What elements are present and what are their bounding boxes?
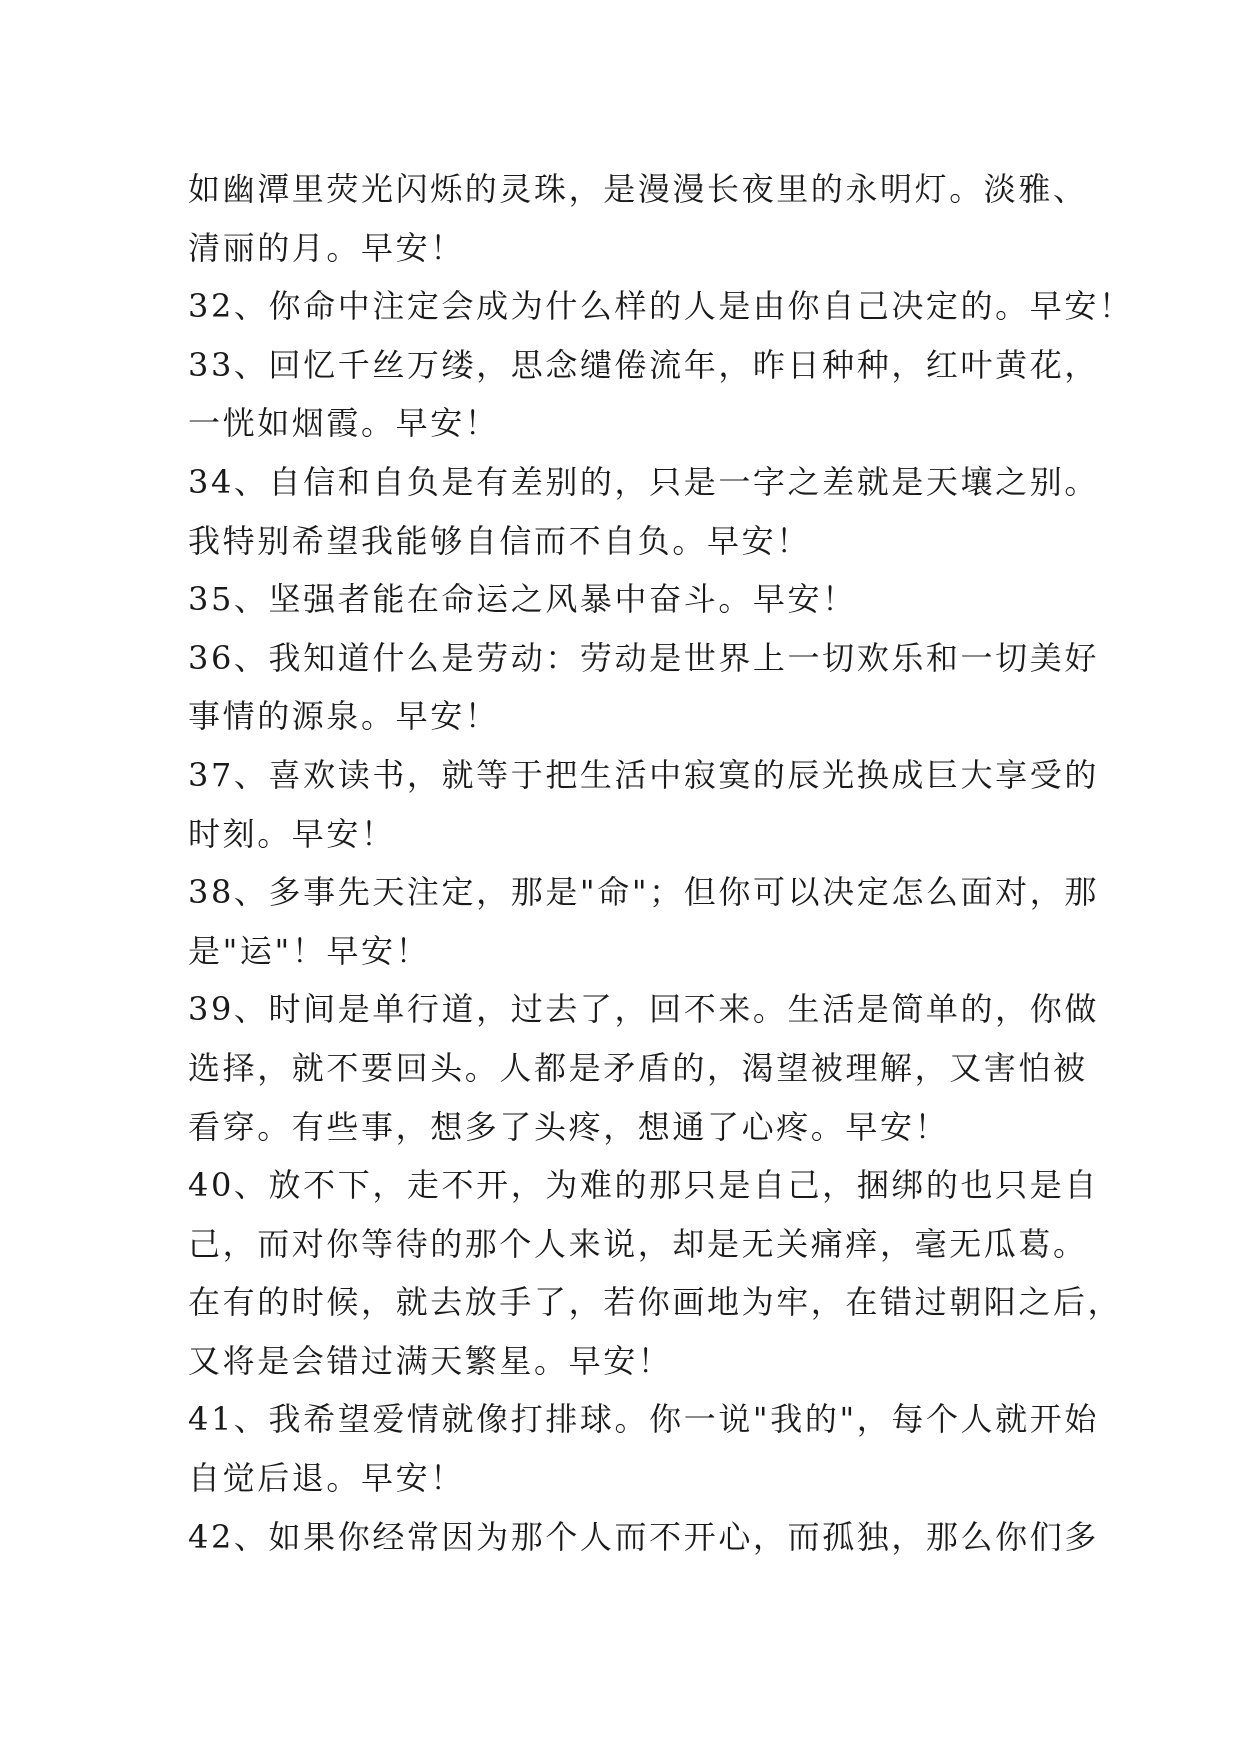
text-line: 37、喜欢读书，就等于把生活中寂寞的辰光换成巨大享受的 bbox=[188, 755, 1099, 794]
text-line: 时刻。早安！ bbox=[188, 814, 396, 853]
text-line: 39、时间是单行道，过去了，回不来。生活是简单的，你做 bbox=[188, 990, 1099, 1029]
text-line: 自觉后退。早安！ bbox=[188, 1459, 465, 1498]
text-line: 我特别希望我能够自信而不自负。早安！ bbox=[188, 521, 811, 560]
text-line: 42、如果你经常因为那个人而不开心，而孤独，那么你们多 bbox=[188, 1517, 1099, 1556]
text-line: 32、你命中注定会成为什么样的人是由你自己决定的。早安！ bbox=[188, 287, 1134, 326]
text-line: 又将是会错过满天繁星。早安！ bbox=[188, 1341, 673, 1380]
text-line: 清丽的月。早安！ bbox=[188, 228, 465, 267]
text-line: 36、我知道什么是劳动：劳动是世界上一切欢乐和一切美好 bbox=[188, 638, 1099, 677]
text-line: 事情的源泉。早安！ bbox=[188, 697, 500, 736]
text-line: 己，而对你等待的那个人来说，却是无关痛痒，毫无瓜葛。 bbox=[188, 1224, 1088, 1263]
text-line: 在有的时候，就去放手了，若你画地为牢，在错过朝阳之后， bbox=[188, 1283, 1123, 1322]
text-line: 选择，就不要回头。人都是矛盾的，渴望被理解，又害怕被 bbox=[188, 1048, 1088, 1087]
text-line: 40、放不下，走不开，为难的那只是自己，捆绑的也只是自 bbox=[188, 1166, 1099, 1205]
document-body bbox=[188, 160, 1134, 1566]
text-line: 35、坚强者能在命运之风暴中奋斗。早安！ bbox=[188, 580, 857, 619]
text-line: 38、多事先天注定，那是"命"；但你可以决定怎么面对，那 bbox=[188, 873, 1099, 912]
text-line: 如幽潭里荧光闪烁的灵珠，是漫漫长夜里的永明灯。淡雅、 bbox=[188, 170, 1088, 208]
text-line: 33、回忆千丝万缕，思念缱倦流年，昨日种种，红叶黄花， bbox=[188, 345, 1099, 384]
text-line: 34、自信和自负是有差别的，只是一字之差就是天壤之别。 bbox=[188, 462, 1099, 501]
text-line: 是"运"！早安！ bbox=[188, 931, 431, 970]
text-line: 41、我希望爱情就像打排球。你一说"我的"，每个人就开始 bbox=[188, 1400, 1099, 1439]
text-line: 一恍如烟霞。早安！ bbox=[188, 404, 500, 443]
text-line: 看穿。有些事，想多了头疼，想通了心疼。早安！ bbox=[188, 1107, 950, 1146]
